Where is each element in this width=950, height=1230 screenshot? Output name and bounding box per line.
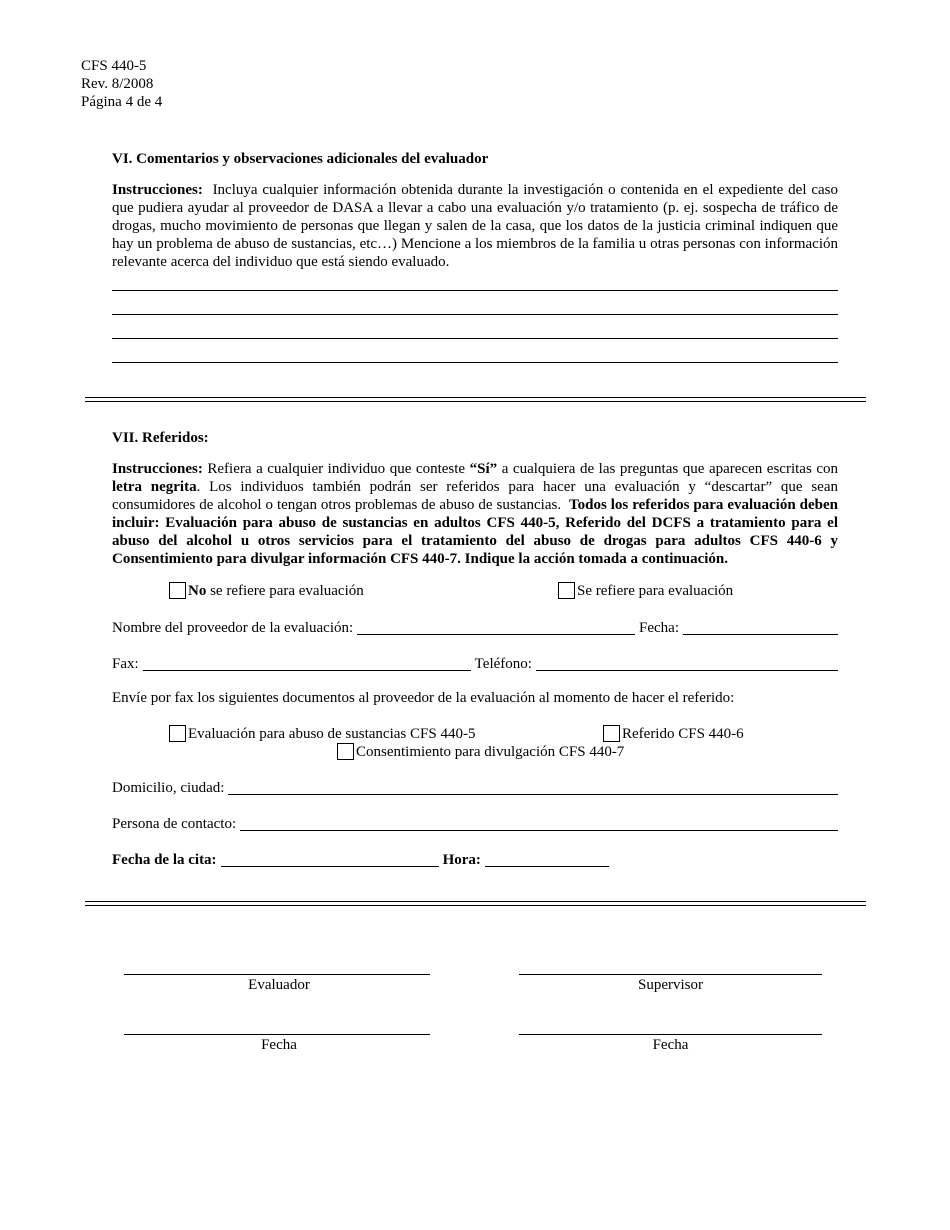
comment-line-3[interactable] — [112, 338, 838, 339]
doc-440-7-checkbox[interactable] — [337, 743, 354, 760]
form-id: CFS 440-5 — [81, 58, 147, 74]
referral-instr-3: . Los individuos también podrán ser referidos para hacer una evaluación y “descartar” que sean consumidores de alcohol o tengan otros problemas de abuso de sustancias. — [112, 479, 838, 513]
fax-row — [112, 655, 838, 673]
appointment-date-label: Fecha de la cita: — [112, 852, 217, 868]
supervisor-date-line[interactable] — [519, 1034, 822, 1035]
supervisor-date-label: Fecha — [652, 1037, 689, 1053]
comment-line-2[interactable] — [112, 314, 838, 315]
section-6-title: VI. Comentarios y observaciones adicionales del evaluador — [112, 151, 489, 167]
doc-440-7-option[interactable] — [337, 743, 624, 761]
no-refer-bold: No — [188, 583, 207, 599]
fax-field[interactable] — [143, 656, 471, 671]
section-7-instructions — [112, 460, 838, 568]
date-field[interactable] — [683, 620, 838, 635]
appointment-time-label: Hora: — [442, 852, 481, 868]
referral-instr-si: “Sí” — [469, 461, 498, 477]
contact-field[interactable] — [240, 816, 838, 831]
phone-label: Teléfono: — [474, 656, 532, 672]
refer-option[interactable] — [558, 582, 733, 600]
doc-440-5-option[interactable] — [169, 725, 475, 743]
no-refer-option[interactable] — [169, 582, 364, 600]
evaluator-date-label: Fecha — [261, 1037, 297, 1053]
instructions-label: Instrucciones: — [112, 182, 203, 198]
address-row — [112, 779, 838, 797]
fax-label: Fax: — [112, 656, 139, 672]
form-revision: Rev. 8/2008 — [81, 76, 154, 92]
phone-field[interactable] — [536, 656, 838, 671]
appointment-date-field[interactable] — [221, 852, 439, 867]
evaluator-signature-line[interactable] — [124, 974, 430, 975]
evaluator-label: Evaluador — [248, 977, 310, 993]
instructions-text: Incluya cualquier información obtenida durante la investigación o contenida en el expediente del caso que pudiera ayudar al proveedor de DASA a llevar a cabo una evaluación y/o tratamiento (p. ej. sospecha de tráfico de drogas, mucho movimiento de personas que llegan y salen de la casa, que los datos de la justicia criminal indiquen que hay un problema de abuso de sustancias, etc…) Mencione a los miembros de la familia u otras personas con información relevante acerca del individuo que está siendo evaluado. — [112, 182, 839, 270]
refer-label: Se refiere para evaluación — [577, 583, 734, 599]
doc-440-6-option[interactable] — [603, 725, 744, 743]
section-7-title: VII. Referidos: — [112, 430, 209, 446]
section-divider-2 — [85, 901, 866, 906]
provider-field[interactable] — [357, 620, 635, 635]
doc-440-7-label: Consentimiento para divulgación CFS 440-7 — [356, 744, 625, 760]
page-number: Página 4 de 4 — [81, 94, 163, 110]
address-field[interactable] — [228, 780, 838, 795]
appointment-time-field[interactable] — [485, 852, 609, 867]
referral-instructions-label: Instrucciones: — [112, 461, 203, 477]
referral-instr-bold-tail: Todos los referidos para evaluación deben incluir: Evaluación para abuso de sustancias en adultos CFS 440-5, Referido del DCFS a tratamiento para el abuso del alcohol u otros servicios para el tratamiento del abuso de drogas para adultos CFS 440-6 y Consentimiento para divulgar información CFS 440-7. Indique la acción tomada a continuación. — [112, 497, 838, 567]
doc-440-5-label: Evaluación para abuso de sustancias CFS 440-5 — [188, 726, 476, 742]
form-header — [81, 57, 162, 111]
supervisor-label: Supervisor — [638, 977, 703, 993]
date-label: Fecha: — [639, 620, 679, 636]
refer-checkbox[interactable] — [558, 582, 575, 599]
no-refer-checkbox[interactable] — [169, 582, 186, 599]
evaluator-date-line[interactable] — [124, 1034, 430, 1035]
contact-row — [112, 815, 838, 833]
no-refer-label: se refiere para evaluación — [210, 583, 364, 599]
doc-440-5-checkbox[interactable] — [169, 725, 186, 742]
fax-instruction: Envíe por fax los siguientes documentos al proveedor de la evaluación al momento de hacer el referido: — [112, 690, 735, 706]
doc-440-6-label: Referido CFS 440-6 — [622, 726, 744, 742]
provider-row — [112, 619, 838, 637]
comment-line-1[interactable] — [112, 290, 838, 291]
supervisor-signature-line[interactable] — [519, 974, 822, 975]
provider-label: Nombre del proveedor de la evaluación: — [112, 620, 354, 636]
address-label: Domicilio, ciudad: — [112, 780, 225, 796]
referral-instr-1: Refiera a cualquier individuo que conteste — [207, 461, 466, 477]
doc-440-6-checkbox[interactable] — [603, 725, 620, 742]
referral-instr-bold-letter: letra negrita — [112, 479, 197, 495]
section-6-instructions — [112, 181, 838, 271]
contact-label: Persona de contacto: — [112, 816, 237, 832]
appointment-row — [112, 851, 838, 869]
section-divider — [85, 397, 866, 402]
referral-instr-2: a cualquiera de las preguntas que aparecen escritas con — [501, 461, 839, 477]
comment-line-4[interactable] — [112, 362, 838, 363]
